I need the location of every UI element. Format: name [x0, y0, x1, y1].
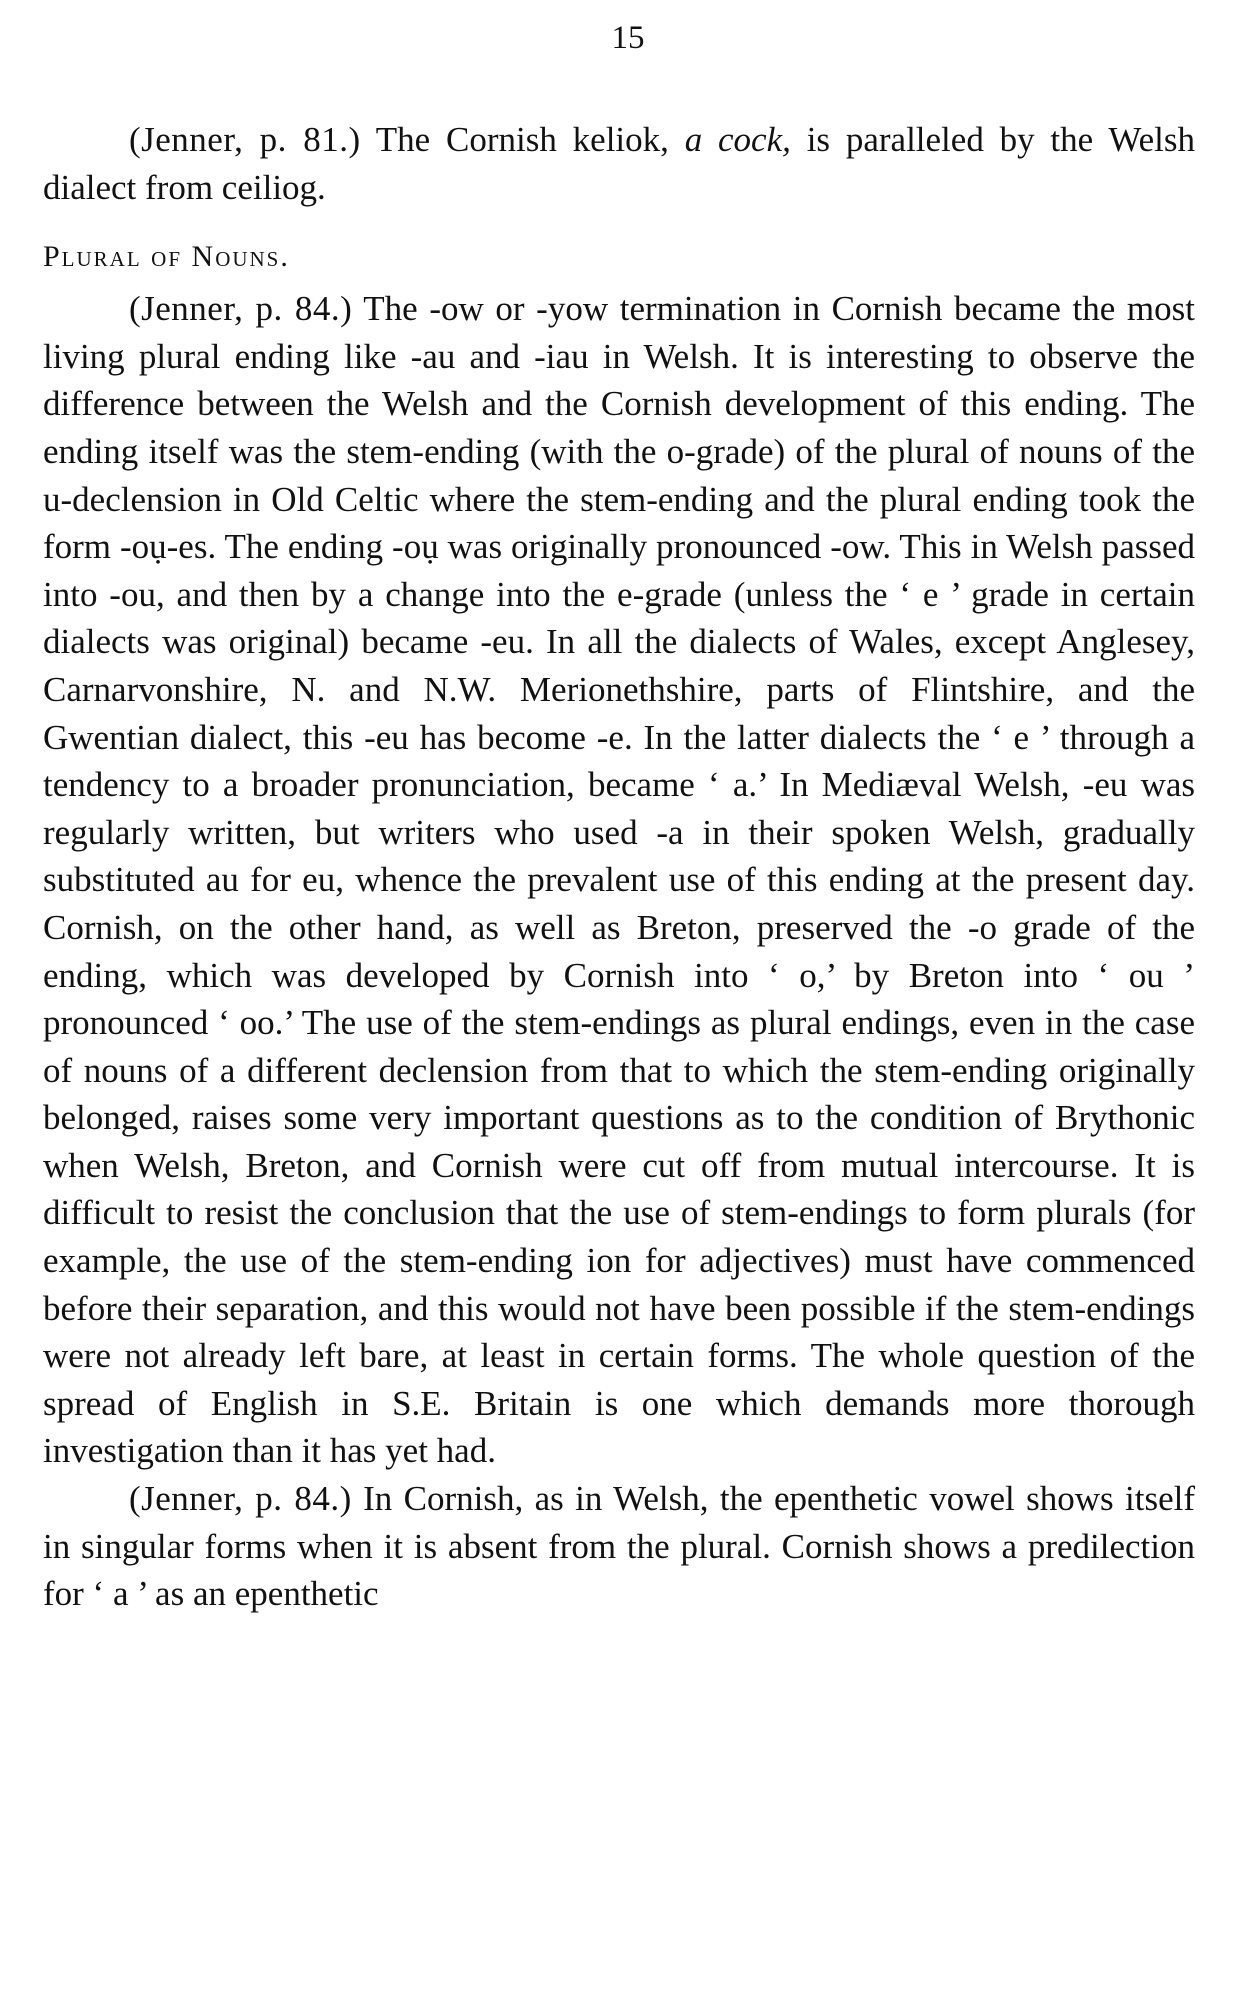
- section-heading: Plural of Nouns.: [43, 240, 290, 274]
- paragraph-plural-endings: [43, 285, 1195, 1475]
- paragraph-jenner-81: [43, 116, 1195, 211]
- reference: (Jenner, p. 81.): [129, 120, 361, 159]
- paragraph-epenthetic-vowel: [43, 1475, 1195, 1618]
- paragraph-text: The Cornish keliok,: [360, 120, 685, 159]
- reference: (Jenner, p. 84.): [129, 289, 353, 329]
- italic-gloss: a cock,: [684, 120, 791, 159]
- reference: (Jenner, p. 84.): [129, 1479, 352, 1519]
- paragraph-text: In Cornish, as in Welsh, the epenthetic vowel shows itself in singular forms when it is absent from the plural. Cornish shows a predilection for ‘ a ’ as an epenthetic: [43, 1479, 1195, 1614]
- book-page: [43, 18, 1195, 1618]
- paragraph-text: The -ow or -yow termination in Cornish became the most living plural ending like -au and -iau in Welsh. It is interesting to observe the difference between the Welsh and the Cornish development of this ending. The ending itself was the stem-ending (with the o-grade) of the plural of nouns of the u-declension in Old Celtic where the stem-ending and the plural ending took the form -oụ-es. The ending -oụ was originally pronounced -ow. This in Welsh passed into -ou, and then by a change into the e-grade (unless the ‘ e ’ grade in certain dialects was original) became -eu. In all the dialects of Wales, except Anglesey, Carnarvonshire, N. and N.W. Merionethshire, parts of Flintshire, and the Gwentian dialect, this -eu has become -e. In the latter dialects the ‘ e ’ through a tendency to a broader pronunciation, became ‘ a.’ In Mediæval Welsh, -eu was regularly written, but writers who used -a in their spoken Welsh, gradually substituted au for eu, whence the prevalent use of this ending at the present day. Cornish, on the other hand, as well as Breton, preserved the -o grade of the ending, which was developed by Cornish into ‘ o,’ by Breton into ‘ ou ’ pronounced ‘ oo.’ The use of the stem-endings as plural endings, even in the case of nouns of a different declension from that to which the stem-ending originally belonged, raises some very important questions as to the condition of Brythonic when Welsh, Breton, and Cornish were cut off from mutual intercourse. It is difficult to resist the conclusion that the use of stem-endings to form plurals (for example, the use of the stem-ending ion for adjectives) must have commenced before their separation, and this would not have been possible if the stem-endings were not already left bare, at least in certain forms. The whole question of the spread of English in S.E. Britain is one which demands more thorough investigation than it has yet had.: [43, 289, 1196, 1471]
- paragraph-text: is paralleled by the Welsh dialect from ceiliog.: [43, 120, 1195, 207]
- page-number: 15: [611, 20, 645, 56]
